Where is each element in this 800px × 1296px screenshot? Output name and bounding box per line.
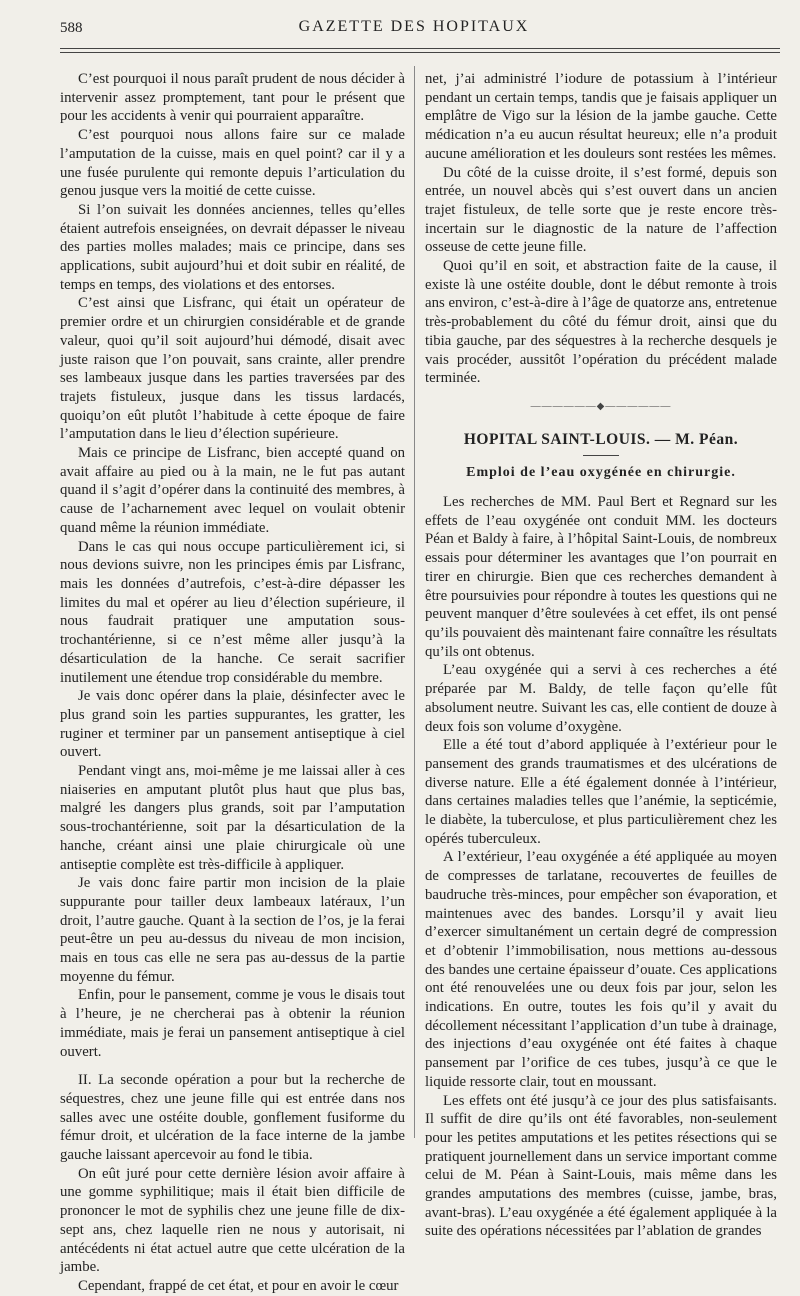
- paragraph: Elle a été tout d’abord appliquée à l’extérieur pour le pansement des grands traumatismes et des ulcérations de diverse nature. Elle a été également donnée à l’intérieur, dans certaines maladies telles que l’anémie, la septicémie, le diabète, la tuberculose, et plus particulièrement chez les opérés tuberculeux.: [425, 737, 777, 847]
- running-title: GAZETTE DES HOPITAUX: [298, 18, 530, 35]
- paragraph: Les effets ont été jusqu’à ce jour des plus satisfaisants. Il suffit de dire qu’ils ont été favorables, non-seulement pour les petites amputations et les petites résections qui se pratiquent journellement dans un service important comme celui de M. Péan à Saint-Louis, mais même dans les grandes amputations des membres (cuisse, jambe, bras, avant-bras). L’eau oxygénée a été également appliquée à la suite des opérations nécessitées par l’ablation de grandes: [425, 1092, 777, 1240]
- left-column: [60, 70, 405, 1296]
- paragraph: Pendant vingt ans, moi-même je me laissai aller à ces niaiseries en amputant plutôt plus haut que plus bas, malgré les dangers plus grands, soit par l’amputation sous-trochantérienne, soit par la désarticulation de la hanche, créant ainsi une plaie chirurgicale où une antiseptie complète est très-difficile à appliquer.: [60, 763, 405, 873]
- paragraph: Les recherches de MM. Paul Bert et Regnard sur les effets de l’eau oxygénée ont conduit MM. les docteurs Péan et Baldy à faire, à l’hôpital Saint-Louis, de nombreux essais pour déterminer les avantages que l’on pourrait en tirer en chirurgie. Bien que ces recherches demandent à être poursuivies pour répondre à toutes les questions qui ne peuvent manquer d’être soulevées à cet effet, ils ont pensé qu’ils pouvaient dès maintenant faire connaître les résultats qu’ils ont obtenus.: [425, 494, 777, 660]
- paragraph: C’est ainsi que Lisfranc, qui était un opérateur de premier ordre et un chirurgien considérable et de grande valeur, quoi qu’il soit aujourd’hui démodé, disait avec juste raison que l’on pouvait, sans crainte, aller prendre ses lambeaux jusque dans les parties traversées par des trajets fistuleux, jusque dans les tissus lardacés, quoiqu’on eût plutôt l’habitude à cette époque de faire l’amputation dans le lieu d’élection supérieure.: [60, 295, 405, 443]
- paragraph: II. La seconde opération a pour but la recherche de séquestres, chez une jeune fille qui est entrée dans nos salles avec une ostéite double, gonflement fusiforme du fémur droit, et ulcération de la face interne de la jambe gauche laissant apercevoir au fond le tibia.: [60, 1072, 405, 1164]
- paragraph: On eût juré pour cette dernière lésion avoir affaire à une gomme syphilitique; mais il était bien difficile de prononcer le mot de syphilis chez une jeune fille de dix-sept ans, chez laquelle rien ne nous y autorisait, ni antécédents ni état actuel autre que cette ulcération de la jambe.: [60, 1165, 405, 1276]
- section-ornament: ——————◆——————: [530, 400, 672, 412]
- paragraph: Si l’on suivait les données anciennes, telles qu’elles étaient autrefois enseignées, on devrait dépasser le niveau des parties molles malades; mais ce principe, dans ses applications, subit aujourd’hui et doit subir en réalité, de temps en temps, des violations et des entorses.: [60, 201, 405, 293]
- section-title: HOPITAL SAINT-LOUIS. — M. Péan.: [463, 430, 739, 448]
- paragraph: Cependant, frappé de cet état, et pour en avoir le cœur: [78, 1278, 399, 1294]
- column-divider: [414, 66, 415, 1138]
- paragraph: Du côté de la cuisse droite, il s’est formé, depuis son entrée, un nouvel abcès qui s’est ouvert dans un ancien trajet fistuleux, de telle sorte que je reste encore très-incertain sur le diagnostic de la nature de l’affection osseuse de cette jeune fille.: [425, 164, 777, 256]
- paragraph: Je vais donc faire partir mon incision de la plaie suppurante pour tailler deux lambeaux latéraux, l’un droit, l’autre gauche. Quant à la section de l’os, je la ferai peut-être un peu au-dessus du niveau de mon incision, mais en tous cas elle ne sera pas au-dessus de la partie moyenne du fémur.: [60, 875, 405, 985]
- paragraph: Mais ce principe de Lisfranc, bien accepté quand on avait affaire au pied ou à la main, ne le fut pas autant quand il s’agit d’opérer dans la continuité des membres, à cause de l’acharnement avec lequel on voulait obtenir quand même la réunion immédiate.: [60, 445, 405, 536]
- paragraph: net, j’ai administré l’iodure de potassium à l’intérieur pendant un certain temps, tandis que je faisais appliquer un emplâtre de Vigo sur la lésion de la jambe gauche. Cette médication n’a eu aucun résultat heureux; elle n’a produit aucune amélioration et les douleurs sont restées les mêmes.: [425, 71, 777, 162]
- paragraph: Dans le cas qui nous occupe particulièrement ici, si nous devions suivre, non les principes émis par Lisfranc, mais les données d’autrefois, c’est-à-dire dépasser les limites du mal et opérer au lieu d’élection supérieure, il nous faudrait pratiquer une amputation sous-trochantérienne, si ce n’est même aller jusqu’à la désarticulation de la hanche. Ce serait sacrifier inutilement une étendue trop considérable du membre.: [60, 538, 405, 686]
- page-header: [60, 16, 768, 40]
- header-rule-top: [60, 48, 780, 49]
- right-column: [425, 70, 777, 1241]
- paragraph: A l’extérieur, l’eau oxygénée a été appliquée au moyen de compresses de tarlatane, recouvertes de feuilles de baudruche très-minces, pour empêcher son évaporation, et maintenues avec des bandes. Lorsqu’il y avait lieu d’exercer simultanément un certain degré de compression et d’obtenir l’immobilisation, nous mettions au-dessous des bandes une certaine épaisseur d’ouate. Ces applications ont été renouvelées une ou deux fois par jour, selon les indications. En outre, toutes les fois qu’il y avait du décollement nécessitant l’application d’un tube à drainage, des injections d’eau oxygénée ont été faites à chaque pansement par l’orifice de ces tubes, jusqu’à ce que le liquide ressorte clair, tout en moussant.: [425, 849, 777, 1090]
- short-rule: [583, 455, 619, 456]
- paragraph: C’est pourquoi il nous paraît prudent de nous décider à intervenir assez promptement, tant pour le présent que pour les accidents à venir qui pourraient apparaître.: [60, 71, 405, 125]
- paragraph: C’est pourquoi nous allons faire sur ce malade l’amputation de la cuisse, mais en quel point? car il y a une fusée purulente qui remonte depuis l’articulation du genou jusque vers la moitié de cette cuisse.: [60, 127, 405, 200]
- paragraph: Enfin, pour le pansement, comme je vous le disais tout à l’heure, je ne chercherai pas à obtenir la réunion immédiate, mais je ferai un pansement antiseptique à ciel ouvert.: [60, 987, 405, 1060]
- header-rule-bottom: [60, 52, 780, 53]
- paragraph: L’eau oxygénée qui a servi à ces recherches a été préparée par M. Baldy, de telle façon qu’elle fût absolument neutre. Suivant les cas, elle contient de douze à deux fois son volume d’oxygène.: [425, 662, 777, 735]
- paragraph: Quoi qu’il en soit, et abstraction faite de la cause, il existe là une ostéite double, dont le début remonte à trois ans environ, c’est-à-dire à l’âge de quatorze ans, entretenue très-probablement du côté du fémur droit, ainsi que du tibia gauche, par des séquestres à la recherche desquels je vais procéder, aussitôt l’opération du précédent malade terminée.: [425, 258, 777, 387]
- section-subtitle: Emploi de l’eau oxygénée en chirurgie.: [466, 465, 736, 481]
- page-number: 588: [60, 20, 83, 36]
- paragraph: Je vais donc opérer dans la plaie, désinfecter avec le plus grand soin les parties suppurantes, les gratter, les ruginer et terminer par un pansement antiseptique à ciel ouvert.: [60, 688, 405, 761]
